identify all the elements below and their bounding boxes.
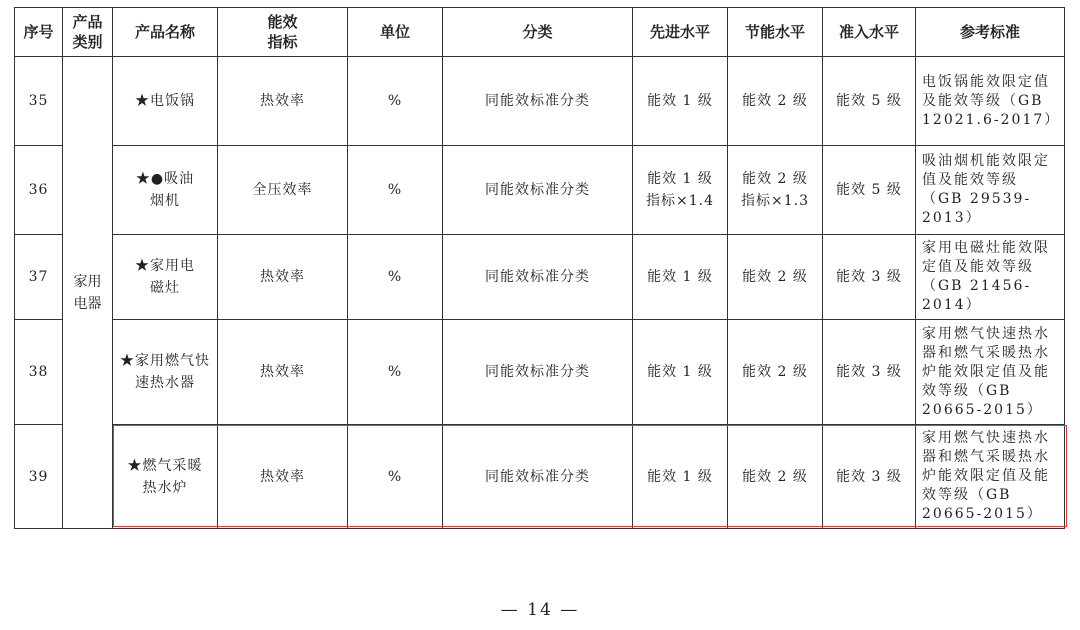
standard-cell: 电饭锅能效限定值及能效等级（GB 12021.6-2017） — [916, 57, 1065, 146]
entry-cell: 能效 5 级 — [823, 57, 916, 146]
classification-cell: 同能效标准分类 — [443, 425, 633, 529]
unit-cell: % — [348, 425, 443, 529]
row-index: 35 — [15, 57, 63, 146]
product-name: ★●吸油烟机 — [113, 146, 218, 235]
entry-cell: 能效 3 级 — [823, 425, 916, 529]
classification-cell: 同能效标准分类 — [443, 146, 633, 235]
advanced-cell: 能效 1 级 — [633, 425, 728, 529]
advanced-cell: 能效 1 级 — [633, 57, 728, 146]
indicator-cell: 热效率 — [218, 57, 348, 146]
classification-cell: 同能效标准分类 — [443, 320, 633, 425]
saving-cell: 能效 2 级指标×1.3 — [728, 146, 823, 235]
table-row — [15, 320, 1065, 425]
energy-efficiency-table-wrapper — [14, 7, 1065, 529]
unit-cell: % — [348, 320, 443, 425]
product-name: ★家用燃气快速热水器 — [113, 320, 218, 425]
advanced-cell: 能效 1 级指标×1.4 — [633, 146, 728, 235]
header-name: 产品名称 — [113, 8, 218, 57]
product-name: ★电饭锅 — [113, 57, 218, 146]
indicator-cell: 热效率 — [218, 235, 348, 320]
row-index: 36 — [15, 146, 63, 235]
table-row — [15, 425, 1065, 529]
product-name: ★燃气采暖热水炉 — [113, 425, 218, 529]
table-row — [15, 146, 1065, 235]
entry-cell: 能效 5 级 — [823, 146, 916, 235]
standard-cell: 吸油烟机能效限定值及能效等级（GB 29539-2013） — [916, 146, 1065, 235]
header-standard: 参考标准 — [916, 8, 1065, 57]
unit-cell: % — [348, 57, 443, 146]
product-name: ★家用电磁灶 — [113, 235, 218, 320]
unit-cell: % — [348, 146, 443, 235]
page-number: — 14 — — [500, 600, 580, 620]
table-row — [15, 235, 1065, 320]
classification-cell: 同能效标准分类 — [443, 235, 633, 320]
category-cell: 家用电器 — [63, 57, 113, 529]
header-category: 产品类别 — [63, 8, 113, 57]
classification-cell: 同能效标准分类 — [443, 57, 633, 146]
standard-cell: 家用燃气快速热水器和燃气采暖热水炉能效限定值及能效等级（GB 20665-2015） — [916, 425, 1065, 529]
header-entry: 准入水平 — [823, 8, 916, 57]
indicator-cell: 全压效率 — [218, 146, 348, 235]
standard-cell: 家用燃气快速热水器和燃气采暖热水炉能效限定值及能效等级（GB 20665-2015） — [916, 320, 1065, 425]
standard-cell: 家用电磁灶能效限定值及能效等级（GB 21456-2014） — [916, 235, 1065, 320]
header-saving: 节能水平 — [728, 8, 823, 57]
entry-cell: 能效 3 级 — [823, 235, 916, 320]
row-index: 38 — [15, 320, 63, 425]
advanced-cell: 能效 1 级 — [633, 235, 728, 320]
entry-cell: 能效 3 级 — [823, 320, 916, 425]
indicator-cell: 热效率 — [218, 320, 348, 425]
saving-cell: 能效 2 级 — [728, 425, 823, 529]
saving-cell: 能效 2 级 — [728, 57, 823, 146]
advanced-cell: 能效 1 级 — [633, 320, 728, 425]
header-classification: 分类 — [443, 8, 633, 57]
header-unit: 单位 — [348, 8, 443, 57]
table-row — [15, 57, 1065, 146]
row-index: 37 — [15, 235, 63, 320]
header-indicator: 能效指标 — [218, 8, 348, 57]
saving-cell: 能效 2 级 — [728, 320, 823, 425]
energy-efficiency-table — [14, 7, 1065, 529]
row-index: 39 — [15, 425, 63, 529]
header-index: 序号 — [15, 8, 63, 57]
header-advanced: 先进水平 — [633, 8, 728, 57]
unit-cell: % — [348, 235, 443, 320]
indicator-cell: 热效率 — [218, 425, 348, 529]
saving-cell: 能效 2 级 — [728, 235, 823, 320]
table-header-row — [15, 8, 1065, 57]
